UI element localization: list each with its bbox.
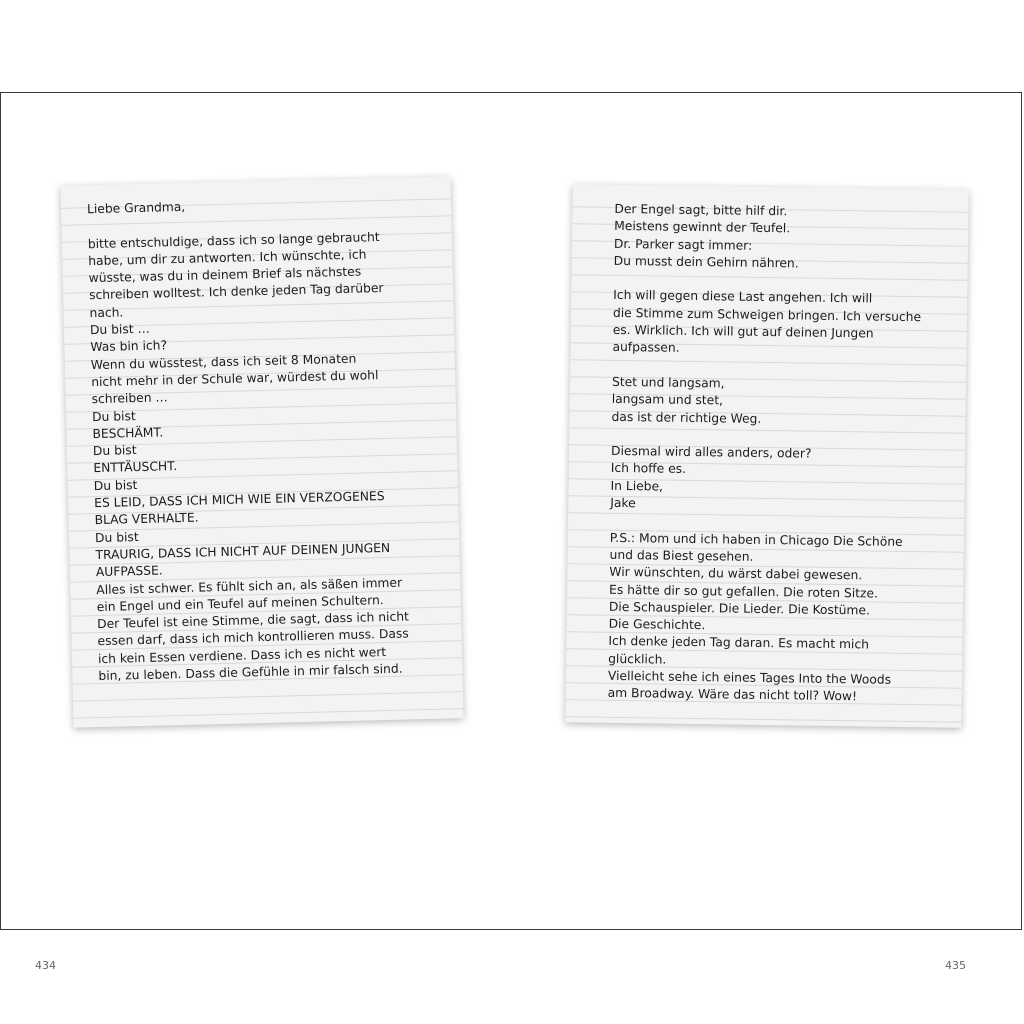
letter-sheet-left: [60, 176, 463, 727]
letter-text-left: [87, 193, 445, 686]
letter-line: schreiben wolltest. Ich denke jeden Tag darüber: [88, 281, 384, 303]
letter-line: am Broadway. Wäre das nicht toll? Wow!: [607, 686, 858, 704]
letter-line: Du musst dein Gehirn nähren.: [613, 253, 799, 271]
letter-line: Meistens gewinnt der Teufel.: [614, 219, 791, 236]
letter-line: Du bist: [91, 408, 136, 424]
letter-line: Diesmal wird alles anders, oder?: [610, 443, 812, 461]
letter-line: bitte entschuldige, dass ich so lange gebraucht: [87, 229, 380, 251]
letter-line: ich kein Essen verdiene. Dass ich es nicht wert: [97, 644, 387, 666]
letter-line: TRAURIG, DASS ICH NICHT AUF DEINEN JUNGEN: [95, 540, 391, 563]
letter-line: ENTTÄUSCHT.: [93, 459, 178, 476]
letter-line: P.S.: Mom und ich haben in Chicago Die Schöne: [609, 530, 903, 549]
letter-line: Du bist: [93, 477, 138, 493]
letter-line: ES LEID, DASS ICH MICH WIE EIN VERZOGENES: [94, 489, 385, 511]
letter-line: nach.: [89, 305, 124, 320]
book-spread: [0, 92, 1022, 972]
letter-line: Vielleicht sehe ich eines Tages Into the Woods: [607, 668, 892, 687]
letter-line: BLAG VERHALTE.: [94, 510, 199, 528]
letter-line: Ich denke jeden Tag daran. Es macht mich: [608, 634, 870, 652]
letter-text-right: [608, 201, 955, 707]
letter-line: Jake: [610, 495, 636, 511]
letter-line: essen darf, dass ich mich kontrollieren muss. Dass: [97, 626, 409, 649]
letter-sheet-right: [565, 184, 968, 727]
letter-line: Die Geschichte.: [608, 616, 706, 633]
letter-line: aufpassen.: [612, 340, 680, 356]
letter-line: Es hätte dir so gut gefallen. Die roten Sitze.: [609, 582, 879, 601]
letter-line: glücklich.: [608, 651, 667, 667]
letter-line: das ist der richtige Weg.: [611, 409, 762, 426]
letter-line: Du bist: [92, 443, 137, 459]
letter-line: wüsste, was du in deinem Brief als nächstes: [88, 264, 362, 286]
letter-line: Alles ist schwer. Es fühlt sich an, als säßen immer: [96, 575, 403, 597]
letter-line: Wir wünschten, du wärst dabei gewesen.: [609, 565, 863, 583]
letter-line: habe, um dir zu antworten. Ich wünschte, ich: [88, 247, 367, 269]
letter-line: langsam und stet,: [611, 392, 724, 408]
letter-line: Wenn du wüsstest, dass ich seit 8 Monaten: [90, 351, 357, 372]
letter-line: bin, zu leben. Dass die Gefühle in mir falsch sind.: [98, 661, 403, 684]
letter-line: AUFPASSE.: [95, 563, 163, 580]
letter-line: Der Teufel ist eine Stimme, die sagt, dass ich nicht: [96, 609, 410, 632]
letter-line: Ich hoffe es.: [610, 461, 687, 477]
letter-line: BESCHÄMT.: [92, 425, 164, 441]
letter-line: Was bin ich?: [90, 338, 168, 355]
letter-line: ein Engel und ein Teufel auf meinen Schultern.: [96, 592, 384, 614]
letter-line: In Liebe,: [610, 478, 664, 494]
letter-line: schreiben …: [91, 390, 168, 407]
letter-line: Liebe Grandma,: [86, 199, 186, 217]
letter-line: Der Engel sagt, bitte hilf dir.: [614, 201, 788, 219]
letter-line: Dr. Parker sagt immer:: [613, 236, 753, 253]
letter-line: es. Wirklich. Ich will gut auf deinen Jungen: [612, 322, 874, 341]
page-number-left: 434: [35, 959, 56, 972]
page-number-right: 435: [945, 959, 966, 972]
letter-line: Die Schauspieler. Die Lieder. Die Kostüme.: [608, 599, 871, 618]
letter-line: Du bist: [94, 529, 139, 545]
letter-line: Du bist …: [89, 321, 150, 338]
letter-line: Ich will gegen diese Last angehen. Ich will: [613, 288, 873, 306]
letter-line: die Stimme zum Schweigen bringen. Ich versuche: [612, 305, 922, 324]
letter-line: nicht mehr in der Schule war, würdest du wohl: [91, 368, 379, 390]
letter-line: und das Biest gesehen.: [609, 547, 754, 564]
letter-line: Stet und langsam,: [611, 374, 725, 391]
